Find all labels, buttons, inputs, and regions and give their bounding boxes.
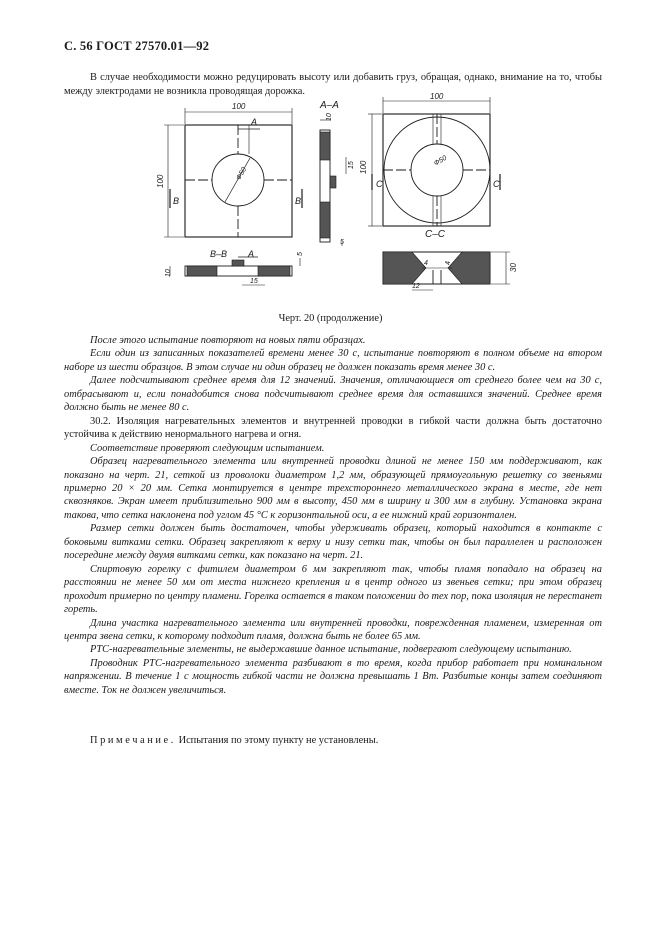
section-aa-view [320,120,346,246]
label-dim-10-aa: 10 [326,113,333,121]
note-label: Примечание. [90,735,176,746]
label-dim-12: 12 [412,283,420,290]
label-marker-a-bottom: А [248,249,255,259]
intro-text: В случае необходимости можно редуцировать высоту или добавить груз, обращая, однако, внимание на то, чтобы между электродами не возникла проводящая дорожка. [64,72,602,97]
paragraph-burner: Спиртовую горелку с фитилем диаметром 6 мм закрепляют так, чтобы пламя попадало на образец на расстоянии не менее 50 мм от места нижнего крепления и в центр одного из звеньев сетки; при этом образец проходит примерно по центру пламени. Горелка остается в таком положении до тех пор, пока изоляция не перестанет гореть. [64,563,602,616]
label-dim-4a: 4 [424,260,428,267]
body-text [64,334,602,697]
paragraph-mesh-size: Размер сетки должен быть достаточен, чтобы удерживать образец, который находится в контакте с боковыми витками сетки. Образец закрепляют к верху и низу сетки так, чтобы он был параллелен и расположен посередине между двумя витками сетки, как показано на черт. 21. [64,523,602,562]
label-marker-c-left: С [376,179,383,189]
label-dim-30: 30 [509,263,518,272]
left-plate-view [164,108,302,237]
drawing-svg [150,92,530,302]
label-marker-b-right: В [295,196,302,206]
label-dim-5-aa: 5 [340,239,344,246]
label-marker-a-top: А [251,117,258,127]
label-dim-4b: 4 [445,261,452,265]
label-marker-b-left: В [173,196,180,206]
label-section-aa: А–А [320,100,339,111]
page-header: С. 56 ГОСТ 27570.01—92 [64,39,210,53]
label-dim-10-bb: 10 [165,269,172,277]
paragraph-average-time: Далее подсчитывают среднее время для 12 значений. Значения, отличающиеся от среднего более чем на 30 с, отбрасывают и, если понадобится снова подсчитывают среднее время для оставшихся значений. Среднее время должно быть не менее 80 с. [64,375,602,414]
paragraph-clause-30-2: 30.2. Изоляция нагревательных элементов и внутренней проводки в гибкой части должна быть достаточно устойчива к действию ненормального нагрева и огня. [64,415,602,441]
technical-drawing [150,92,530,302]
label-section-cc: С–С [425,229,446,240]
section-cc-view [383,252,510,290]
label-dim-100-top-right: 100 [430,92,444,101]
paragraph-compliance-check: Соответствие проверяют следующим испытанием. [90,442,325,454]
label-phi50-left: Ф50 [235,166,249,182]
label-dim-100-side-right: 100 [359,160,368,174]
figure-caption: Черт. 20 (продолжение) [278,313,383,324]
label-marker-c-right: С [493,179,500,189]
note [90,735,378,746]
label-dim-15-bb: 15 [250,278,258,285]
paragraph-damage-length: Длина участка нагревательного элемента или внутренней проводки, поврежденная пламенем, измеренная от центра звена сетки, к которому подходит пламя, должна быть не более 65 мм. [64,617,602,642]
paragraph-ptc-fail: РТС-нагревательные элементы, не выдержавшие данное испытание, подвергают следующему испытанию. [90,644,572,656]
label-dim-100-side-left: 100 [156,174,165,188]
label-dim-15-aa: 15 [348,161,355,169]
label-section-bb: В–В [210,249,228,259]
paragraph-sample-support: Образец нагревательного элемента или внутренней проводки длиной не менее 150 мм поддерживают, как показано на черт. 21, сеткой из проволоки диаметром 1,2 мм, образующей прямоугольную решетку со звеньями примерно 20 × 20 мм. Сетка монтируется в центре трехстороннего металлического экрана в месте, где нет сквозняков. Экран имеет приблизительно 900 мм в высоту, 450 мм в ширину и 300 мм в глубину. Установка экрана такова, что сетка наклонена под углом 45 °С к горизонтальной оси, а ее нижний край горизонтален. [64,456,602,521]
label-phi50-right: Ф50 [433,154,449,168]
section-bb-view [170,257,300,285]
label-dim-5-bb: 5 [297,252,304,256]
label-dim-100-top-left: 100 [232,102,246,111]
paragraph-ptc-conductor: Проводник РТС-нагревательного элемента разбивают в то время, когда прибор работает при номинальном напряжении. В течение 1 с мощность гибкой части не должна превышать 1 Вт. Разбитые концы затем соединяют вместе. Ток не должен увеличиться. [64,657,602,696]
paragraph-retest-condition: Если один из записанных показателей времени менее 30 с, испытание повторяют в полном объеме на втором наборе из шести образцов. В этом случае ни один образец не должен показать время менее 30 с. [64,348,602,373]
note-text: Испытания по этому пункту не установлены. [175,735,379,746]
paragraph-repeat-test: После этого испытание повторяют на новых пяти образцах. [90,335,366,346]
